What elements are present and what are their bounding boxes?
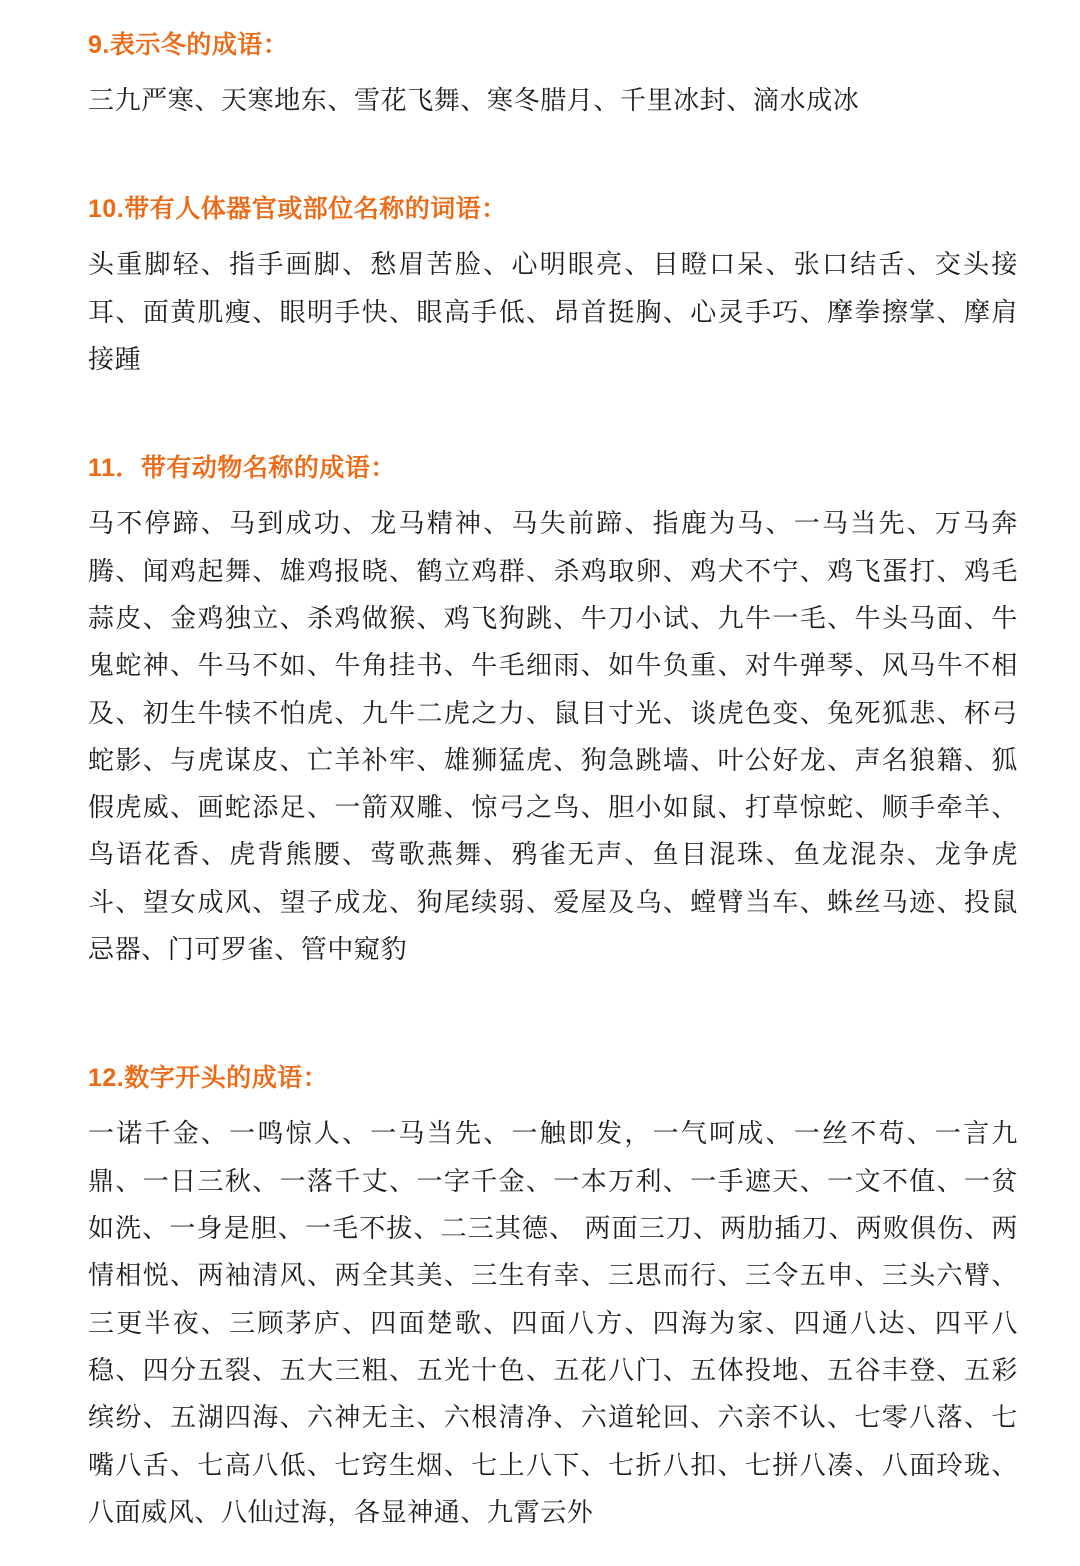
section-body: 头重脚轻、指手画脚、愁眉苦脸、心明眼亮、目瞪口呆、张口结舌、交头接耳、面黄肌瘦、眼明手快、眼高手低、昂首挺胸、心灵手巧、摩拳擦掌、摩肩接踵 [88, 249, 1018, 374]
section-winter-idioms [88, 28, 1018, 124]
section-heading: 9.表示冬的成语： [88, 31, 289, 59]
spacer [88, 134, 1018, 192]
section-body: 一诺千金、一鸣惊人、一马当先、一触即发，一气呵成、一丝不苟、一言九鼎、一日三秋、一落千丈、一字千金、一本万利、一手遮天、一文不值、一贫如洗、一身是胆、一毛不拔、二三其德、 两面三刀、两肋插刀、两败俱伤、两情相悦、两袖清风、两全其美、三生有幸、三思而行、三令五申、三头六臂、三更半夜、三顾茅庐、四面楚歌、四面八方、四海为家、四通八达、四平八稳、四分五裂、五大三粗、五光十色、五花八门、五体投地、五谷丰登、五彩缤纷、五湖四海、六神无主、六根清净、六道轮回、六亲不认、七零八落、七嘴八舌、七高八低、七窍生烟、七上八下、七折八扣、七拼八凑、八面玲珑、八面威风、八仙过海，各显神通、九霄云外 [88, 1118, 1018, 1527]
spacer [88, 983, 1018, 1061]
section-body-parts-words [88, 192, 1018, 383]
section-heading: 11．带有动物名称的成语： [88, 454, 396, 483]
section-body: 三九严寒、天寒地东、雪花飞舞、寒冬腊月、千里冰封、滴水成冰 [88, 85, 860, 115]
section-number-idioms [88, 1061, 1018, 1536]
section-heading: 12.数字开头的成语： [88, 1064, 329, 1093]
section-heading: 10.带有人体器官或部位名称的词语： [88, 195, 507, 224]
section-animal-idioms [88, 451, 1018, 973]
section-body: 马不停蹄、马到成功、龙马精神、马失前蹄、指鹿为马、一马当先、万马奔腾、闻鸡起舞、雄鸡报晓、鹤立鸡群、杀鸡取卵、鸡犬不宁、鸡飞蛋打、鸡毛蒜皮、金鸡独立、杀鸡做猴、鸡飞狗跳、牛刀小试、九牛一毛、牛头马面、牛鬼蛇神、牛马不如、牛角挂书、牛毛细雨、如牛负重、对牛弹琴、风马牛不相及、初生牛犊不怕虎、九牛二虎之力、鼠目寸光、谈虎色变、兔死狐悲、杯弓蛇影、与虎谋皮、亡羊补牢、雄狮猛虎、狗急跳墙、叶公好龙、声名狼籍、狐假虎威、画蛇添足、一箭双雕、惊弓之鸟、胆小如鼠、打草惊蛇、顺手牵羊、鸟语花香、虎背熊腰、莺歌燕舞、鸦雀无声、鱼目混珠、鱼龙混杂、龙争虎斗、望女成风、望子成龙、狗尾续弱、爱屋及乌、螳臂当车、蛛丝马迹、投鼠忌器、门可罗雀、管中窥豹 [88, 508, 1018, 965]
spacer [88, 393, 1018, 451]
